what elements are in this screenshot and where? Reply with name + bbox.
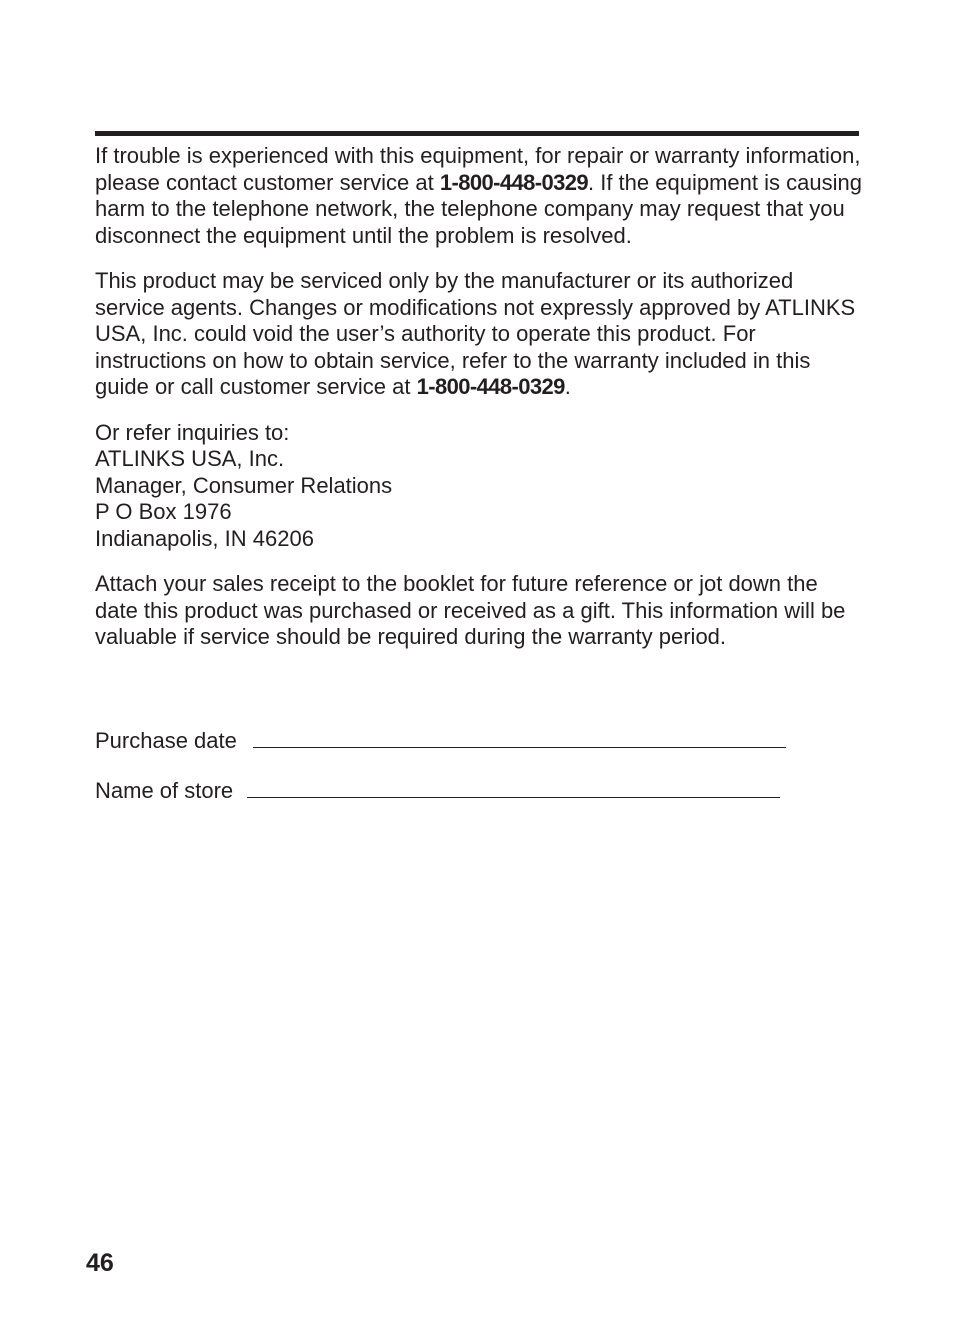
repair-info-text: If trouble is experienced with this equipment, for repair or warranty information, please contact customer service at bbox=[95, 143, 861, 195]
purchase-date-field bbox=[95, 728, 786, 754]
address-intro: Or refer inquiries to: bbox=[95, 419, 290, 445]
receipt-paragraph: Attach your sales receipt to the booklet for future reference or jot down the date this product was purchased or received as a gift. This information will be valuable if service should be required during the warranty period. bbox=[95, 571, 846, 649]
service-info-text: This product may be serviced only by the manufacturer or its authorized service agents. Changes or modifications not expressly approved by ATLINKS USA, Inc. could void the user’s authority to operate this product. For instructions on how to obtain service, refer to the warranty included in this guide or call customer service at bbox=[95, 268, 856, 399]
page-content bbox=[95, 143, 865, 670]
address-po-box: P O Box 1976 bbox=[95, 499, 232, 524]
address-company: ATLINKS USA, Inc. bbox=[95, 446, 285, 471]
purchase-date-label: Purchase date bbox=[95, 728, 237, 753]
store-name-label: Name of store bbox=[95, 778, 234, 803]
header-rule bbox=[95, 131, 859, 136]
customer-service-phone-2: 1-800-448-0329 bbox=[416, 374, 565, 399]
address-city: Indianapolis, IN 46206 bbox=[95, 525, 314, 551]
purchase-date-line bbox=[253, 733, 786, 748]
store-name-field bbox=[95, 778, 780, 804]
mailing-address bbox=[95, 420, 865, 553]
address-department: Manager, Consumer Relations bbox=[95, 472, 393, 498]
store-name-line bbox=[247, 783, 780, 798]
service-info-paragraph bbox=[95, 268, 865, 401]
repair-info-text-continued: . If the equipment is causing harm to the telephone network, the telephone company may request that you disconnect the equipment until the problem is resolved. bbox=[95, 169, 862, 248]
service-info-period: . bbox=[564, 374, 571, 399]
customer-service-phone: 1-800-448-0329 bbox=[439, 169, 588, 195]
page-number: 46 bbox=[86, 1249, 114, 1277]
repair-info-paragraph bbox=[95, 143, 865, 249]
